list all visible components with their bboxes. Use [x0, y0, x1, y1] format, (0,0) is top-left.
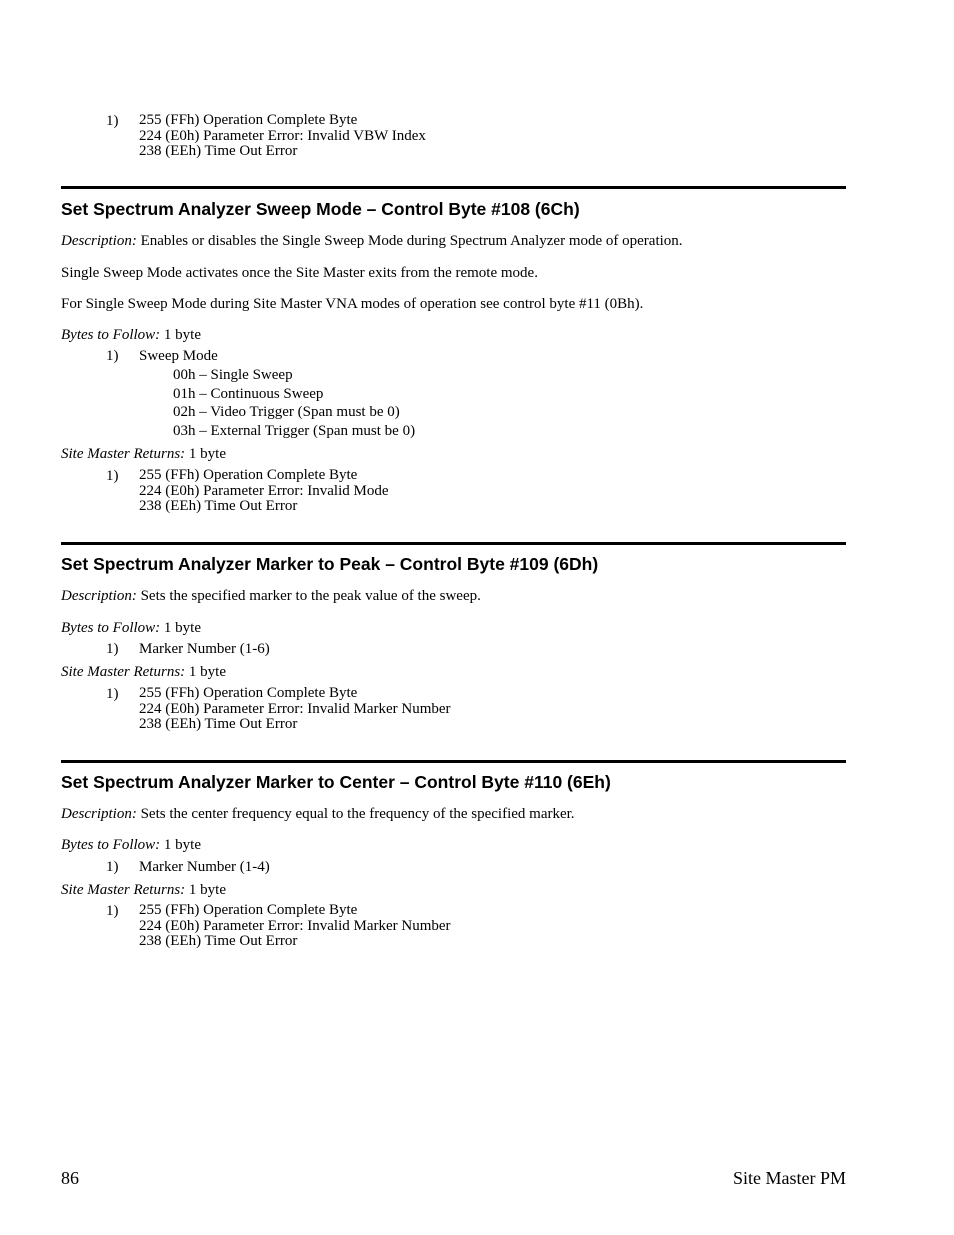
footer-product-name: Site Master PM [732, 1168, 846, 1188]
description-text: Sets the center frequency equal to the frequency of the specified marker. [136, 806, 575, 822]
description-paragraph [61, 233, 683, 249]
option-line: 00h – Single Sweep [173, 367, 293, 383]
description-label: Description: [61, 233, 137, 249]
option-line: 01h – Continuous Sweep [173, 385, 324, 402]
return-line: 224 (E0h) Parameter Error: Invalid Mode [139, 482, 389, 499]
section-heading-108: Set Spectrum Analyzer Sweep Mode – Control Byte #108 (6Ch) [61, 199, 580, 219]
site-master-returns [61, 882, 226, 898]
list-item-lines [139, 113, 426, 160]
returns-label: Site Master Returns: [61, 446, 186, 462]
bytes-to-follow-value: 1 byte [160, 837, 201, 853]
sweep-mode-options [173, 366, 415, 441]
description-paragraph [61, 806, 575, 822]
section-divider [61, 542, 846, 545]
list-number: 1) [106, 113, 119, 129]
bytes-to-follow [61, 327, 201, 343]
section-heading-109: Set Spectrum Analyzer Marker to Peak – Control Byte #109 (6Dh) [61, 554, 599, 574]
return-line: 255 (FFh) Operation Complete Byte [139, 112, 358, 128]
page-number: 86 [61, 1168, 79, 1188]
section-heading-110: Set Spectrum Analyzer Marker to Center – Control Byte #110 (6Eh) [61, 772, 611, 792]
paragraph: Single Sweep Mode activates once the Site Master exits from the remote mode. [61, 265, 538, 281]
return-line: 255 (FFh) Operation Complete Byte [139, 902, 358, 918]
return-line: 255 (FFh) Operation Complete Byte [139, 685, 358, 701]
site-master-returns [61, 446, 226, 462]
return-line: 238 (EEh) Time Out Error [139, 498, 298, 514]
list-number: 1) [106, 348, 119, 364]
description-paragraph [61, 588, 481, 604]
return-line: 238 (EEh) Time Out Error [139, 143, 298, 159]
description-text: Enables or disables the Single Sweep Mode during Spectrum Analyzer mode of operation. [136, 233, 683, 249]
paragraph: For Single Sweep Mode during Site Master VNA modes of operation see control byte #11 (0Bh). [61, 296, 644, 312]
returns-value: 1 byte [185, 446, 226, 462]
return-line: 238 (EEh) Time Out Error [139, 716, 298, 732]
returns-value: 1 byte [185, 664, 226, 680]
bytes-to-follow-value: 1 byte [160, 620, 201, 636]
parameter-name: Marker Number (1-4) [139, 859, 270, 875]
bytes-to-follow-label: Bytes to Follow: [61, 837, 161, 853]
bytes-to-follow [61, 837, 201, 853]
list-item-lines [139, 686, 451, 733]
list-number: 1) [106, 903, 119, 919]
parameter-name: Sweep Mode [139, 348, 218, 364]
return-line: 238 (EEh) Time Out Error [139, 933, 298, 949]
list-number: 1) [106, 859, 119, 875]
description-label: Description: [61, 588, 137, 604]
description-label: Description: [61, 806, 137, 822]
option-line: 03h – External Trigger (Span must be 0) [173, 423, 416, 440]
bytes-to-follow [61, 620, 201, 636]
list-number: 1) [106, 641, 119, 657]
option-line: 02h – Video Trigger (Span must be 0) [173, 404, 400, 421]
return-line: 224 (E0h) Parameter Error: Invalid Marker Number [139, 917, 451, 934]
list-number: 1) [106, 468, 119, 484]
list-item-lines [139, 468, 389, 515]
parameter-name: Marker Number (1-6) [139, 641, 270, 657]
return-line: 224 (E0h) Parameter Error: Invalid Marker Number [139, 700, 451, 717]
returns-label: Site Master Returns: [61, 664, 186, 680]
bytes-to-follow-label: Bytes to Follow: [61, 327, 161, 343]
section-divider [61, 186, 846, 189]
returns-value: 1 byte [185, 882, 226, 898]
returns-label: Site Master Returns: [61, 882, 186, 898]
bytes-to-follow-label: Bytes to Follow: [61, 620, 161, 636]
site-master-returns [61, 664, 226, 680]
description-text: Sets the specified marker to the peak value of the sweep. [136, 588, 481, 604]
return-line: 224 (E0h) Parameter Error: Invalid VBW Index [139, 127, 426, 144]
return-line: 255 (FFh) Operation Complete Byte [139, 467, 358, 483]
list-number: 1) [106, 686, 119, 702]
bytes-to-follow-value: 1 byte [160, 327, 201, 343]
section-divider [61, 760, 846, 763]
list-item-lines [139, 903, 451, 950]
